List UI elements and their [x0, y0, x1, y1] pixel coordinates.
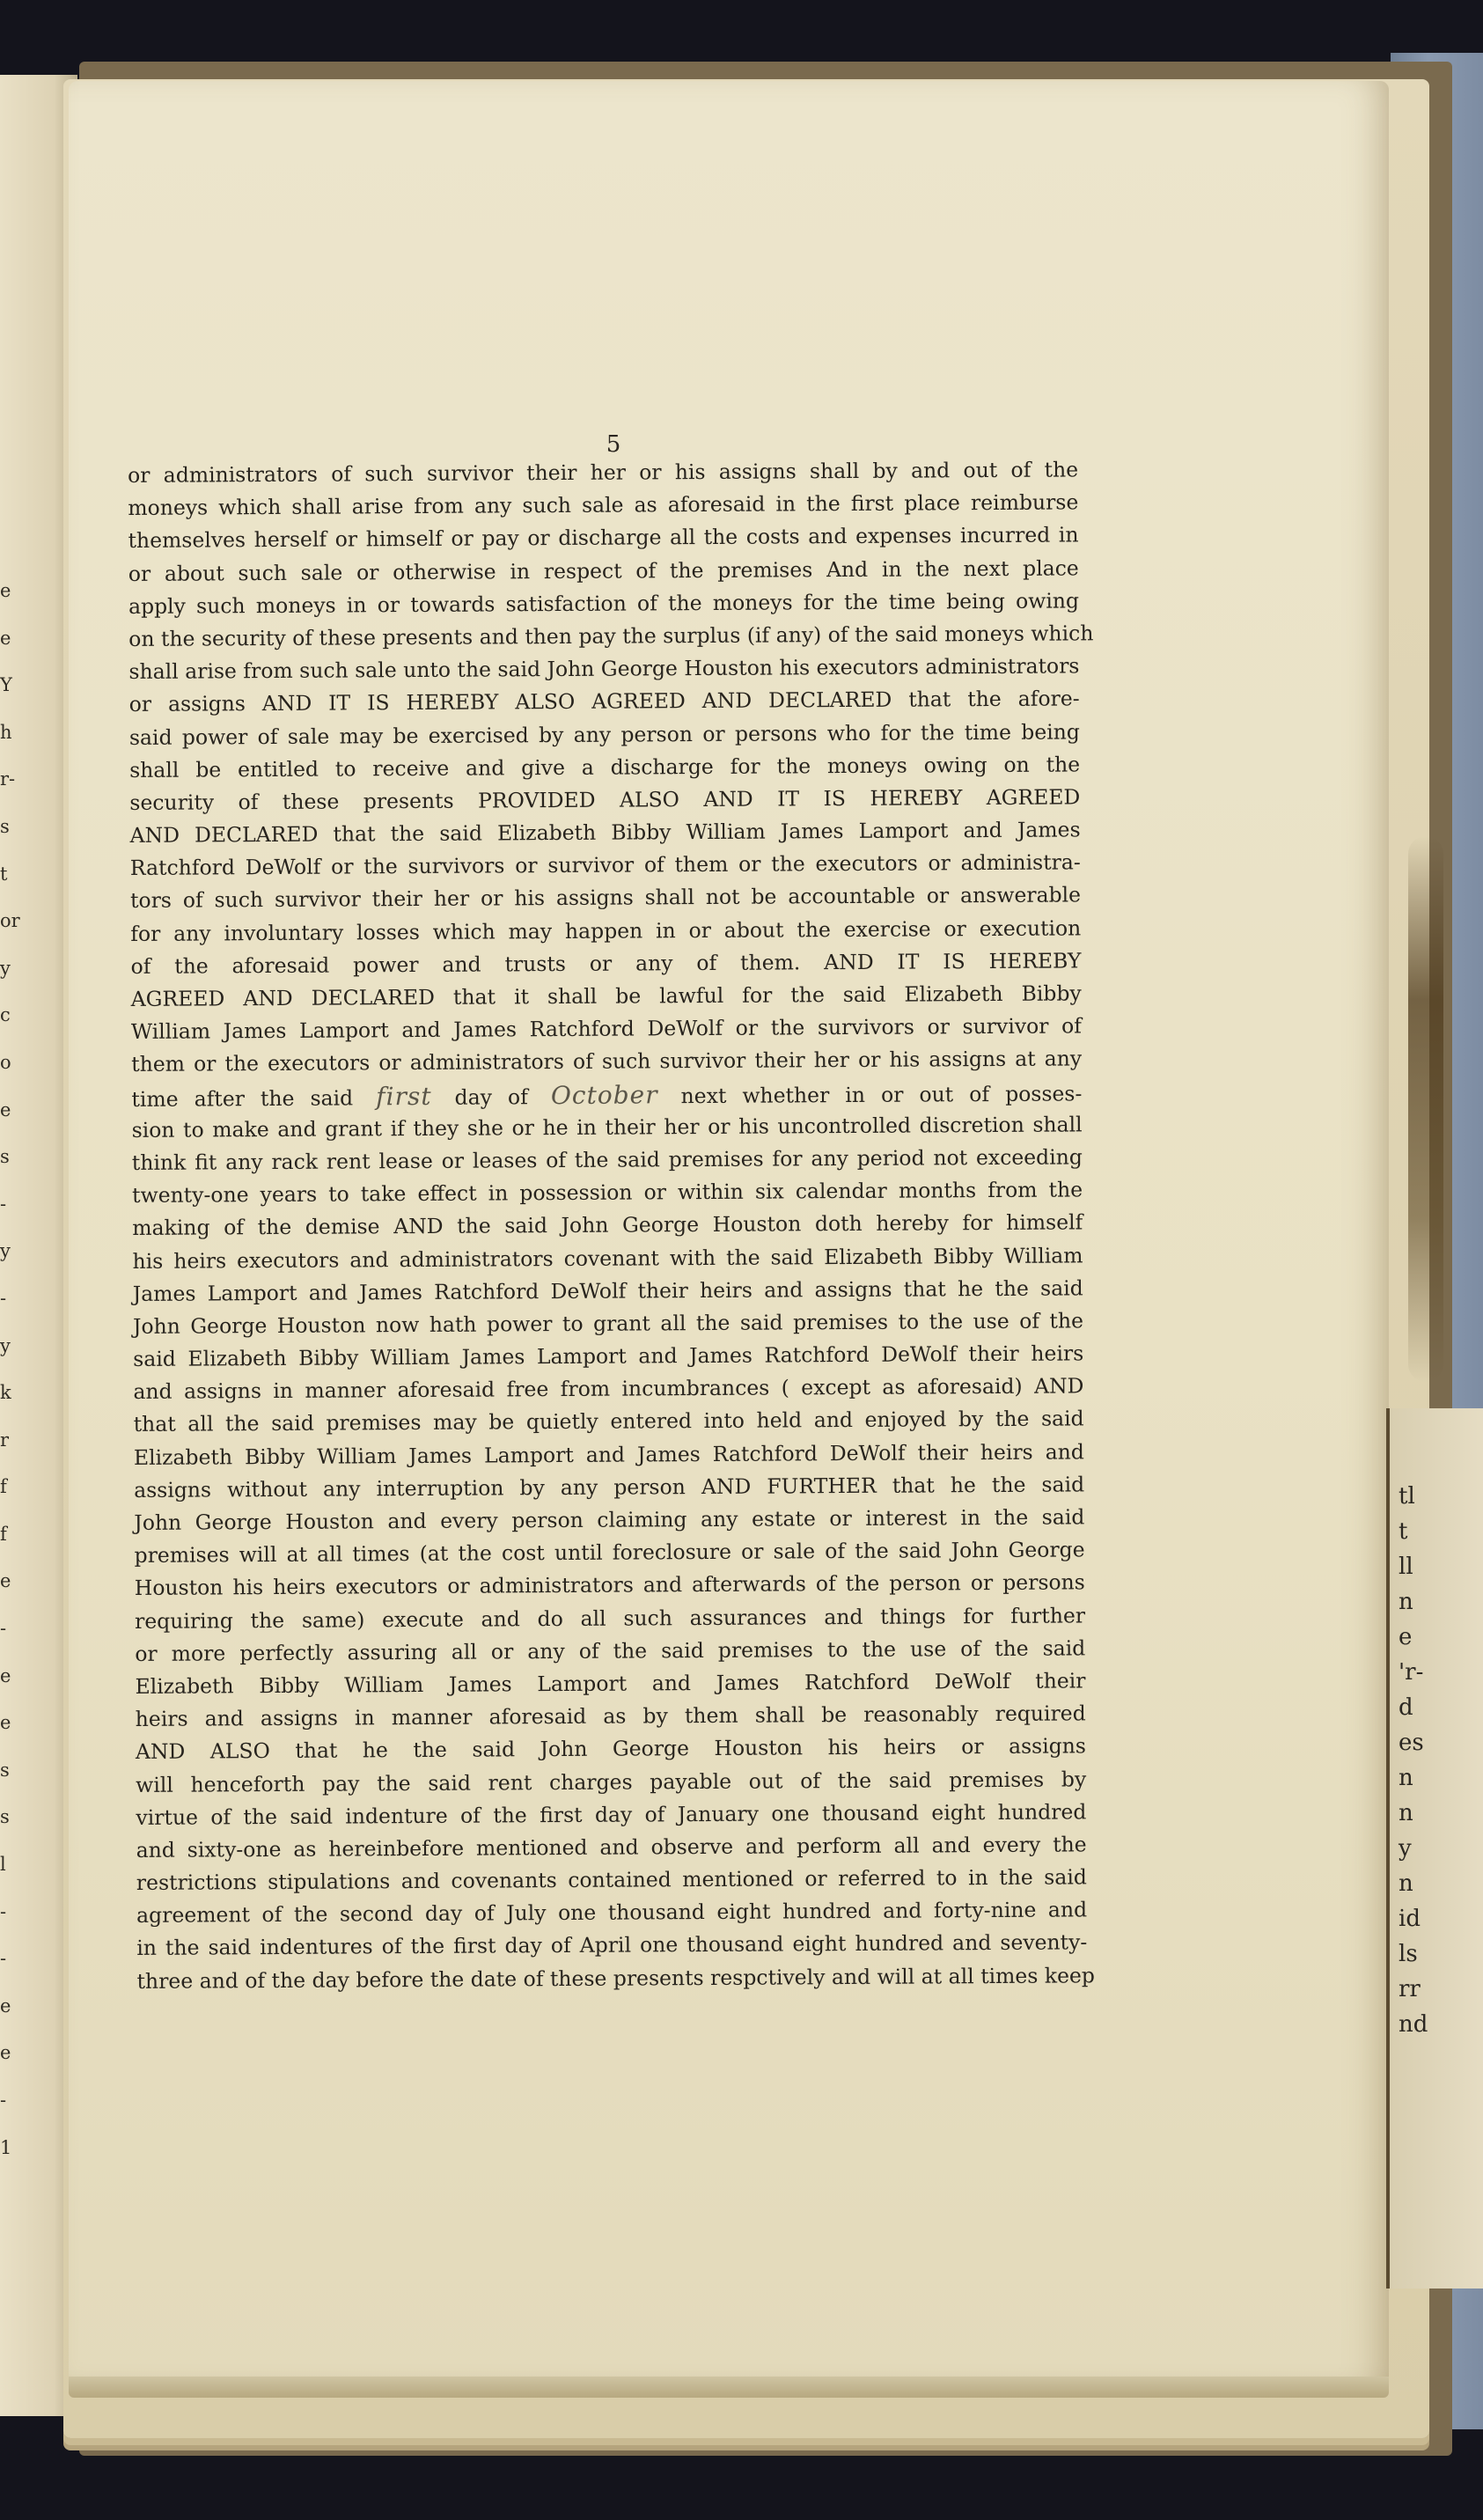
text-line: Ratchford DeWolf or the survivors or survivor of them or the executors or administra- — [129, 849, 1081, 881]
text-line: and assigns in manner aforesaid free from incumbrances ( except as aforesaid) AND — [133, 1373, 1084, 1405]
text-line: themselves herself or himself or pay or discharge all the costs and expenses incurred in — [128, 522, 1079, 554]
margin-fragment: - — [0, 1948, 7, 1970]
deed-body-text — [128, 453, 1096, 1997]
margin-fragment: e — [0, 1995, 11, 2017]
text-line: sion to make and grant if they she or he in their her or his uncontrolled discretion shall — [131, 1112, 1083, 1142]
text-line: James Lamport and James Ratchford DeWolf their heirs and assigns that he the said — [132, 1275, 1083, 1306]
text-line: shall arise from such sale unto the said John George Houston his executors administrators — [128, 653, 1080, 685]
margin-fragment: k — [0, 1382, 11, 1404]
next-page-strip-right — [1386, 1408, 1483, 2289]
text-line: on the security of these presents and then pay the surplus (if any) of the said moneys which — [128, 621, 1094, 651]
text-line: or administrators of such survivor their her or his assigns shall by and out of the — [128, 457, 1079, 488]
margin-fragment: t — [1399, 1518, 1408, 1545]
text-line: requiring the same) execute and do all such assurances and things for further — [134, 1602, 1086, 1634]
text-line: in the said indentures of the first day of April one thousand eight hundred and seventy- — [136, 1929, 1088, 1961]
text-line: making of the demise AND the said John George Houston doth hereby for himself — [132, 1209, 1083, 1241]
text-segment: day of — [454, 1084, 528, 1110]
text-line: will henceforth pay the said rent charges payable out of the said premises by — [136, 1766, 1087, 1797]
margin-fragment: f — [0, 1523, 7, 1545]
text-line: said power of sale may be exercised by any person or persons who for the time being — [128, 718, 1080, 750]
margin-fragment: - — [0, 2090, 7, 2111]
text-line: or assigns AND IT IS HEREBY ALSO AGREED AND DECLARED that the afore- — [128, 686, 1080, 717]
margin-fragment: e — [0, 580, 11, 601]
text-segment: next whether in or out of posses- — [680, 1080, 1083, 1108]
text-line: twenty-one years to take effect in possession or within six calendar months from the — [132, 1177, 1083, 1209]
text-line: or about such sale or otherwise in respect of the premises And in the next place — [128, 555, 1079, 586]
margin-fragment: l — [0, 1854, 6, 1876]
text-line: that all the said premises may be quietly entered into held and enjoyed by the said — [133, 1406, 1084, 1437]
margin-fragment: f — [0, 1476, 7, 1498]
margin-fragment: s — [0, 815, 10, 837]
margin-fragment: d — [1399, 1694, 1413, 1721]
text-line: virtue of the said indenture of the first day of January one thousand eight hundred — [136, 1799, 1087, 1830]
handwritten-month-entry: October — [550, 1079, 658, 1110]
text-line: moneys which shall arise from any such sale as aforesaid in the first place reimburse — [128, 489, 1079, 521]
text-line: said Elizabeth Bibby William James Lamport and James Ratchford DeWolf their heirs — [133, 1341, 1084, 1372]
text-line: agreement of the second day of July one thousand eight hundred and forty-nine and — [136, 1897, 1088, 1929]
text-line: Elizabeth Bibby William James Lamport and James Ratchford DeWolf their — [135, 1668, 1086, 1699]
text-line: or more perfectly assuring all or any of the said premises to the use of the said — [135, 1635, 1086, 1666]
text-line: premises will at all times (at the cost until foreclosure or sale of the said John George — [134, 1537, 1085, 1569]
margin-fragment: id — [1399, 1906, 1421, 1932]
text-line: restrictions stipulations and covenants contained mentioned or referred to in the said — [136, 1864, 1087, 1896]
margin-fragment: e — [0, 1098, 11, 1120]
margin-fragment: 1 — [0, 2136, 12, 2158]
margin-fragment: r- — [0, 768, 16, 790]
text-line: think fit any rack rent lease or leases of the said premises for any period not exceeding — [131, 1144, 1083, 1175]
margin-fragment: n — [1399, 1800, 1413, 1826]
margin-fragment: - — [0, 1618, 7, 1640]
margin-fragment: s — [0, 1759, 10, 1781]
margin-fragment: s — [0, 1146, 10, 1168]
margin-fragment: y — [0, 1240, 11, 1262]
handwritten-day-entry: first — [376, 1081, 432, 1111]
text-line: AND ALSO that he the said John George Houston his heirs or assigns — [135, 1733, 1087, 1765]
text-line: of the aforesaid power and trusts or any of them. AND IT IS HEREBY — [130, 948, 1082, 979]
margin-fragment: ls — [1399, 1941, 1418, 1967]
text-line: his heirs executors and administrators covenant with the said Elizabeth Bibby William — [132, 1242, 1083, 1274]
text-line: them or the executors or administrators of such survivor their her or his assigns at any — [131, 1046, 1083, 1077]
margin-fragment: nd — [1399, 2011, 1428, 2038]
margin-fragment: Y — [0, 674, 12, 696]
margin-fragment: rr — [1399, 1976, 1421, 2002]
text-line: John George Houston now hath power to grant all the said premises to the use of the — [132, 1308, 1084, 1339]
margin-fragment: c — [0, 1004, 11, 1026]
page-number: 5 — [606, 431, 621, 458]
text-line: tors of such survivor their her or his assigns shall not be accountable or answerable — [129, 882, 1082, 914]
text-line: shall be entitled to receive and give a discharge for the moneys owing on the — [129, 752, 1081, 782]
right-page-margin-text — [1399, 1479, 1428, 2042]
margin-fragment: e — [0, 627, 11, 649]
text-line — [131, 1076, 1082, 1114]
margin-fragment: h — [0, 721, 12, 743]
margin-fragment: ll — [1399, 1554, 1413, 1580]
margin-fragment: n — [1399, 1589, 1413, 1615]
margin-fragment: n — [1399, 1765, 1413, 1791]
margin-fragment: o — [0, 1051, 11, 1073]
margin-fragment: - — [0, 1193, 7, 1215]
margin-fragment: - — [0, 1900, 7, 1922]
margin-fragment: - — [0, 1287, 7, 1309]
margin-fragment: y — [0, 1334, 11, 1356]
text-line: apply such moneys in or towards satisfaction of the moneys for the time being owing — [128, 588, 1080, 619]
margin-fragment: e — [1399, 1624, 1413, 1650]
margin-fragment: r — [0, 1429, 10, 1451]
text-line: AND DECLARED that the said Elizabeth Bibby William James Lamport and James — [129, 817, 1081, 849]
left-page-margin-text — [0, 568, 20, 2171]
margin-fragment: y — [0, 957, 11, 979]
margin-fragment: e — [0, 1664, 11, 1686]
margin-fragment: s — [0, 1806, 10, 1828]
margin-fragment: es — [1399, 1730, 1424, 1756]
binding-stain — [1408, 836, 1443, 1382]
margin-fragment: n — [1399, 1870, 1413, 1897]
margin-fragment: e — [0, 1712, 11, 1734]
text-line: AGREED AND DECLARED that it shall be lawful for the said Elizabeth Bibby — [130, 981, 1082, 1011]
margin-fragment: 'r- — [1399, 1659, 1424, 1686]
text-line: Houston his heirs executors or administrators and afterwards of the person or persons — [134, 1569, 1085, 1601]
text-segment: time after the said — [131, 1085, 354, 1112]
text-line: William James Lamport and James Ratchford DeWolf or the survivors or survivor of — [130, 1013, 1083, 1045]
text-line: security of these presents PROVIDED ALSO AND IT IS HEREBY AGREED — [129, 784, 1081, 815]
text-line: and sixty-one as hereinbefore mentioned and observe and perform all and every the — [136, 1832, 1087, 1862]
margin-fragment: tl — [1399, 1483, 1415, 1510]
text-line: three and of the day before the date of these presents respctively and will at all times keep — [136, 1962, 1096, 1994]
margin-fragment: y — [1399, 1835, 1412, 1862]
text-line: Elizabeth Bibby William James Lamport and James Ratchford DeWolf their heirs and — [133, 1439, 1084, 1470]
text-line: for any involuntary losses which may happen in or about the exercise or execution — [130, 915, 1082, 946]
margin-fragment: e — [0, 1570, 11, 1592]
text-line: heirs and assigns in manner aforesaid as by them shall be reasonably required — [135, 1701, 1086, 1732]
margin-fragment: or — [0, 910, 20, 932]
text-line: John George Houston and every person claiming any estate or interest in the said — [134, 1504, 1085, 1535]
margin-fragment: t — [0, 863, 8, 885]
text-line: assigns without any interruption by any person AND FURTHER that he the said — [134, 1472, 1085, 1502]
page-bottom-edge — [69, 2377, 1389, 2398]
margin-fragment: e — [0, 2042, 11, 2064]
